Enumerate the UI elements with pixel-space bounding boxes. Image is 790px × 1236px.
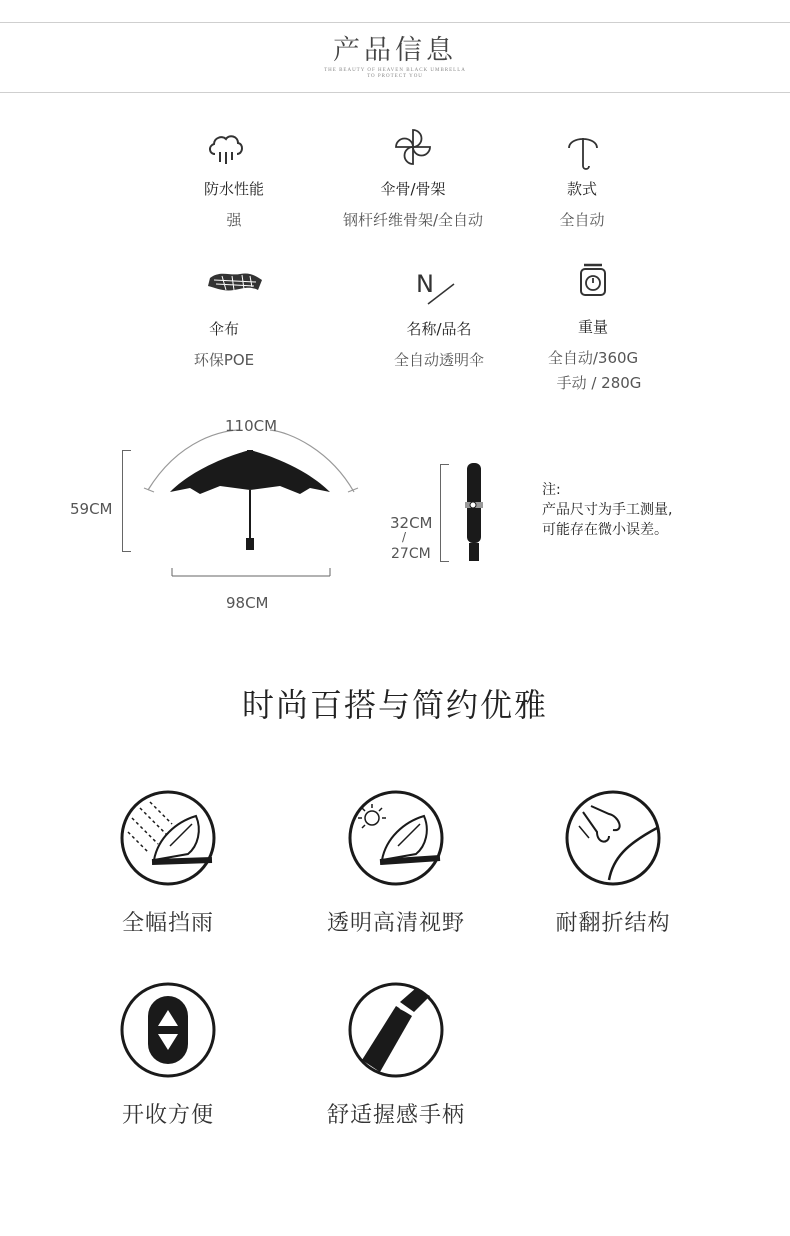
pinwheel-icon [392,126,434,168]
spec-value: 钢杆纤维骨架/全自动 [342,211,484,229]
spec-value: 全自动 [559,211,605,229]
feature-open-close [68,980,268,1129]
feature-handle [296,980,496,1129]
spec-value: 强 [226,211,242,229]
width-open-label: 110CM [225,417,278,435]
measurement-note: 注: 产品尺寸为手工测量, 可能存在微小误差。 [542,482,673,538]
page-title: 产品信息 [333,35,457,66]
clear-view-icon [346,788,446,888]
page-subtitle: THE BEAUTY OF HEAVEN BLACK UMBRELLA TO PROTECT YOU [324,68,466,79]
open-umbrella-diagram [110,420,370,585]
feature-label: 全幅挡雨 [121,911,214,936]
spec-fabric [124,318,324,370]
fabric-icon [206,268,266,298]
handle-icon [346,980,446,1080]
closed-height-bracket [440,464,449,562]
spec-value: 全自动透明伞 [393,351,484,369]
spec-label: 重量 [577,318,608,336]
height-open-label: 59CM [70,500,113,518]
svg-text:N: N [416,270,434,298]
spec-value: 环保POE [193,351,255,369]
spec-label: 名称/品名 [406,320,472,338]
top-divider [0,22,790,23]
spec-label: 伞骨/骨架 [380,180,446,198]
spec-value: 全自动/360G [547,349,639,367]
wind-resistant-icon [563,788,663,888]
height-bracket [122,450,131,552]
n-letter-icon [412,268,458,310]
spec-value-2: 手动 / 280G [556,374,642,392]
rain-cloud-icon [206,128,246,168]
feature-wind-resistant [513,788,713,937]
spec-label: 款式 [566,180,597,198]
spec-weight [493,316,693,393]
features-title: 时尚百搭与简约优雅 [241,686,548,724]
closed-umbrella-diagram [462,460,488,564]
closed-size-sep: / [402,530,407,544]
feature-clear-view [296,788,496,937]
umbrella-icon [566,132,600,172]
feature-label: 耐翻折结构 [555,911,671,936]
feature-label: 舒适握感手柄 [326,1103,465,1128]
spec-label: 防水性能 [203,180,264,198]
header-divider [0,92,790,93]
spec-label: 伞布 [208,320,239,338]
closed-size-2: 27CM [391,546,431,562]
closed-size-1: 32CM [390,514,433,532]
span-label: 98CM [226,594,269,612]
feature-label: 开收方便 [121,1103,214,1128]
feature-label: 透明高清视野 [326,911,465,936]
feature-full-rain-cover [68,788,268,937]
full-rain-cover-icon [118,788,218,888]
open-close-icon [118,980,218,1080]
scale-icon [578,262,608,298]
spec-waterproof [134,178,334,230]
spec-style [482,178,682,230]
